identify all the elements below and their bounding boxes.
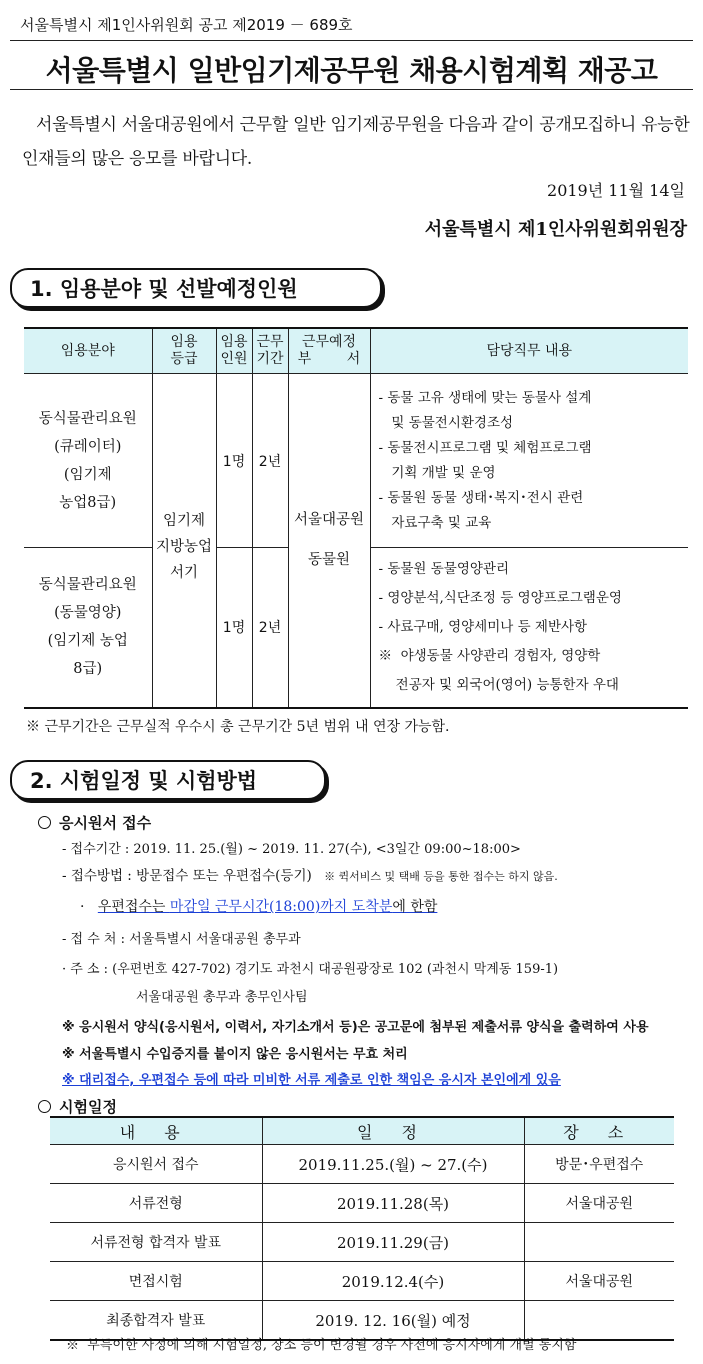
col-duty: 담당직무 내용	[370, 328, 688, 374]
circle-bullet-icon	[38, 1100, 51, 1113]
mail-deadline-note: · 우편접수는 마감일 근무시간(18:00)까지 도착분에 한함	[80, 899, 438, 915]
application-place: - 접 수 처 : 서울특별시 서울대공원 총무과	[62, 932, 301, 947]
schedule-item: 면접시험	[50, 1262, 262, 1301]
schedule-date: 2019.11.29(금)	[262, 1223, 524, 1262]
notice-date: 2019년 11월 14일	[547, 181, 685, 200]
section1-heading: 1. 임용분야 및 선발예정인원	[10, 268, 382, 308]
table-row	[50, 1184, 674, 1223]
table-row	[50, 1145, 674, 1184]
issuer-signature: 서울특별시 제1인사위원회위원장	[424, 219, 687, 240]
position-duties: - 동물원 동물영양관리 - 영양분석,식단조정 등 영양프로그램운영 - 사료구매, 영양세미나 등 제반사항 ※ 야생동물 사양관리 경험자, 영양학 전공자 및 외국어(영어) 능통한자 우대	[370, 548, 688, 708]
mail-deadline-highlight: 마감일 근무시간(18:00)까지 도착분	[169, 899, 393, 915]
position-duties: - 동물 고유 생태에 맞는 동물사 설계 및 동물전시환경조성 - 동물전시프로그램 및 체험프로그램 기획 개발 및 운영 - 동물원 동물 생태･복지･전시 관련 자료구축 및 교육	[370, 374, 688, 548]
position-field: 동식물관리요원 (큐레이터) (임기제 농업8급)	[24, 374, 152, 548]
application-method: - 접수방법 : 방문접수 또는 우편접수(등기) ※ 퀵서비스 및 택배 등을 통한 접수는 하지 않음.	[62, 868, 558, 884]
schedule-change-note: ※ 부득이한 사정에 의해 시험일정, 장소 등이 변경될 경우 사전에 응시자에게 개별 통지함	[66, 1338, 577, 1353]
schedule-date: 2019.11.28(목)	[262, 1184, 524, 1223]
schedule-item: 최종합격자 발표	[50, 1301, 262, 1341]
form-note: ※ 응시원서 양식(응시원서, 이력서, 자기소개서 등)은 공고문에 첨부된 제출서류 양식을 출력하여 사용	[62, 1020, 649, 1035]
schedule-header-row	[50, 1117, 674, 1145]
position-field: 동식물관리요원 (동물영양) (임기제 농업 8급)	[24, 548, 152, 708]
position-row-curator	[24, 374, 688, 548]
notice-number: 서울특별시 제1인사위원회 공고 제2019 － 689호	[20, 16, 353, 34]
section2-heading: 2. 시험일정 및 시험방법	[10, 760, 326, 800]
schedule-table	[50, 1116, 674, 1341]
table-row	[50, 1262, 674, 1301]
application-period: - 접수기간 : 2019. 11. 25.(월) ~ 2019. 11. 27(수), <3일간 09:00~18:00>	[62, 842, 521, 857]
positions-header-row	[24, 328, 688, 374]
application-address-team: 서울대공원 총무과 총무인사팀	[136, 990, 308, 1005]
application-address: · 주 소 : (우편번호 427-702) 경기도 과천시 대공원광장로 102 (과천시 막계동 159-1)	[62, 962, 559, 977]
schedule-place: 방문･우편접수	[524, 1145, 674, 1184]
positions-table	[24, 327, 688, 709]
position-count: 1명	[216, 374, 252, 548]
table-row	[50, 1223, 674, 1262]
col-period: 근무 기간	[252, 328, 288, 374]
title-divider	[10, 89, 693, 90]
period-extension-note: ※ 근무기간은 근무실적 우수시 총 근무기간 5년 범위 내 연장 가능함.	[26, 719, 450, 735]
intro-paragraph: 서울특별시 서울대공원에서 근무할 일반 임기제공무원을 다음과 같이 공개모집하니 유능한 인재들의 많은 응모를 바랍니다.	[22, 115, 690, 169]
header-divider	[10, 40, 693, 41]
circle-bullet-icon	[38, 816, 51, 829]
schedule-place: 서울대공원	[524, 1262, 674, 1301]
page-title: 서울특별시 일반임기제공무원 채용시험계획 재공고	[45, 54, 658, 87]
col-dept: 근무예정 부 서	[288, 328, 370, 374]
col-content: 내 용	[50, 1117, 262, 1145]
position-grade: 임기제 지방농업 서기	[152, 374, 216, 708]
responsibility-note: ※ 대리접수, 우편접수 등에 따라 미비한 서류 제출로 인한 책임은 응시자 본인에게 있음	[62, 1073, 561, 1088]
col-count: 임용 인원	[216, 328, 252, 374]
schedule-date: 2019.11.25.(월) ~ 27.(수)	[262, 1145, 524, 1184]
col-place: 장 소	[524, 1117, 674, 1145]
application-title: 응시원서 접수	[38, 812, 151, 833]
schedule-item: 응시원서 접수	[50, 1145, 262, 1184]
position-period: 2년	[252, 374, 288, 548]
schedule-title: 시험일정	[38, 1096, 117, 1117]
schedule-date: 2019.12.4(수)	[262, 1262, 524, 1301]
schedule-place: 서울대공원	[524, 1184, 674, 1223]
position-period: 2년	[252, 548, 288, 708]
col-grade: 임용 등급	[152, 328, 216, 374]
schedule-place	[524, 1223, 674, 1262]
schedule-date: 2019. 12. 16(월) 예정	[262, 1301, 524, 1341]
position-count: 1명	[216, 548, 252, 708]
schedule-item: 서류전형 합격자 발표	[50, 1223, 262, 1262]
schedule-item: 서류전형	[50, 1184, 262, 1223]
application-method-note: ※ 퀵서비스 및 택배 등을 통한 접수는 하지 않음.	[324, 870, 558, 883]
col-field: 임용분야	[24, 328, 152, 374]
stamp-note: ※ 서울특별시 수입증지를 붙이지 않은 응시원서는 무효 처리	[62, 1047, 408, 1062]
col-date: 일 정	[262, 1117, 524, 1145]
position-dept: 서울대공원 동물원	[288, 374, 370, 708]
